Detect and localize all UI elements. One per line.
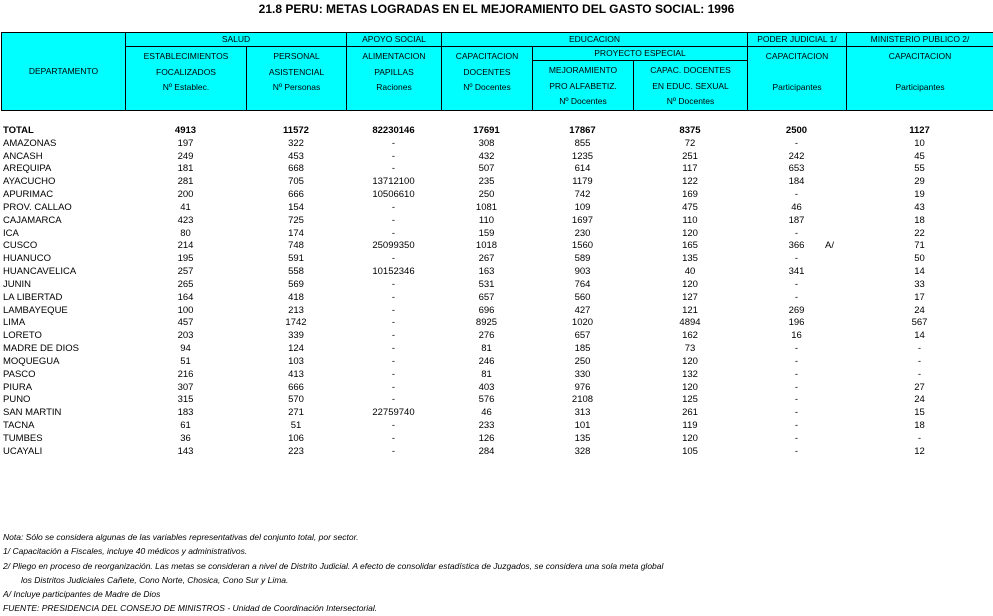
value-cell: 109 [574,201,591,213]
value-cell: - [391,227,396,239]
value-cell: 281 [177,176,194,188]
value-cell: 1235 [571,150,594,162]
departamento-cell: PUNO [3,394,31,406]
table-row [1,202,993,215]
table-row [1,317,993,330]
value-cell: 183 [177,407,194,419]
table-row [1,253,993,266]
value-cell: 567 [911,317,928,329]
value-cell: 100 [177,304,194,316]
departamento-cell: TOTAL [3,125,34,136]
value-cell: 339 [288,330,304,342]
departamento-cell: CAJAMARCA [3,214,62,226]
value-cell: 725 [288,214,304,226]
note-line: 1/ Capacitación a Fiscales, incluye 40 médicos y administrativos. [3,546,248,557]
value-cell: 120 [682,432,698,444]
value-cell: 242 [788,150,805,162]
value-cell: - [391,343,396,355]
note-line: los Distritos Judiciales Cañete, Cono Norte, Chosica, Cono Sur y Lima. [21,574,289,585]
header-col-3: ALIMENTACION PAPILLAS Raciones [347,47,442,111]
value-cell: 124 [288,343,304,355]
value-cell: 413 [288,368,304,380]
value-cell: 432 [478,150,495,162]
departamento-cell: TACNA [3,420,35,432]
value-cell: 195 [177,253,194,265]
value-cell: 614 [574,163,591,175]
value-cell: 24 [914,394,925,406]
value-cell: 45 [914,150,925,162]
departamento-cell: ANCASH [3,150,43,162]
value-cell: 271 [288,407,304,419]
value-cell: 261 [682,407,698,419]
departamento-cell: AYACUCHO [3,176,56,188]
value-cell: 184 [788,176,805,188]
header-ministerio-publico: MINISTERIO PUBLICO 2/ [847,33,993,47]
value-cell: - [917,432,922,444]
table-row [1,151,993,164]
value-cell: 1018 [475,240,498,252]
value-cell: 13712100 [372,176,415,188]
value-cell: - [391,278,396,290]
table-row [1,305,993,318]
value-cell: 119 [682,420,698,432]
departamento-cell: LAMBAYEQUE [3,304,68,316]
value-cell: 29 [914,176,925,188]
value-cell: 18 [914,214,925,226]
value-cell: 250 [574,355,591,367]
value-cell: 110 [682,214,698,226]
value-cell: - [794,432,799,444]
value-cell: - [391,394,396,406]
value-cell: - [391,420,396,432]
departamento-cell: LA LIBERTAD [3,291,63,303]
departamento-cell: PIURA [3,381,33,393]
page-title: 21.8 PERU: METAS LOGRADAS EN EL MEJORAMIENTO DEL GASTO SOCIAL: 1996 [258,2,735,16]
value-cell: 666 [288,189,304,201]
value-cell: - [391,163,396,175]
header-col-1: ESTABLECIMIENTOS FOCALIZADOS Nº Establec. [126,47,247,111]
value-cell: 51 [290,420,302,432]
value-cell: 265 [177,278,194,290]
value-cell: 418 [288,291,304,303]
value-cell: 1127 [909,125,930,136]
value-cell: - [794,278,799,290]
value-cell: - [794,355,799,367]
value-cell: - [391,368,396,380]
value-cell: 81 [481,368,492,380]
value-cell: 1179 [572,176,593,188]
header-departamento: DEPARTAMENTO [2,33,126,111]
value-cell: 61 [180,420,191,432]
value-cell: - [391,214,396,226]
value-cell: 40 [684,266,696,278]
value-cell: 403 [478,381,495,393]
value-cell: 257 [177,266,194,278]
departamento-cell: UCAYALI [3,445,43,457]
value-cell: 122 [682,176,698,188]
value-cell: 748 [288,240,304,252]
value-cell: 73 [684,343,696,355]
value-cell: 558 [288,266,304,278]
value-cell: 284 [478,445,495,457]
value-cell: 120 [682,227,698,239]
value-cell: 4894 [679,317,701,329]
value-cell: 764 [574,278,591,290]
table-header [1,32,993,111]
table-row [1,356,993,369]
value-cell: 12 [914,445,925,457]
value-cell: - [917,343,922,355]
value-cell: 196 [788,317,805,329]
value-cell: 110 [478,214,495,226]
note-line: Nota: Sólo se considera algunas de las variables representativas del conjunto total, por sector. [3,532,359,542]
value-cell: 308 [478,137,495,149]
value-cell: 127 [682,291,698,303]
value-cell: - [794,189,799,201]
value-cell: - [794,227,799,239]
table-row [1,292,993,305]
value-cell: 10506610 [372,189,415,201]
header-col-8: CAPACITACION Participantes [847,47,993,111]
value-cell: 453 [288,150,304,162]
table-row [1,433,993,446]
value-cell: 72 [684,137,696,149]
value-cell: - [391,330,396,342]
header-col-4: CAPACITACION DOCENTES Nº Docentes [442,47,533,111]
table-row [1,215,993,228]
value-cell: 423 [177,214,194,226]
value-cell: 855 [574,137,591,149]
value-cell: 322 [288,137,304,149]
value-cell: 117 [682,163,698,175]
value-cell: 653 [788,163,805,175]
value-cell: 46 [481,407,492,419]
value-cell: - [391,355,396,367]
table-row [1,330,993,343]
value-cell: 71 [914,240,925,252]
value-cell: 135 [574,432,591,444]
departamento-cell: MADRE DE DIOS [3,343,80,355]
value-cell: 976 [574,381,591,393]
note-line: A/ Incluye participantes de Madre de Dios [3,589,161,600]
value-cell: 33 [914,278,925,290]
value-cell: 8925 [475,317,498,329]
value-cell: 313 [574,407,591,419]
value-cell: 200 [177,189,194,201]
value-cell: - [794,381,799,393]
departamento-cell: CUSCO [3,240,38,252]
table-row [1,163,993,176]
departamento-cell: AREQUIPA [3,163,52,175]
value-cell: 120 [682,355,698,367]
value-cell: 657 [574,330,591,342]
value-cell: 22759740 [372,407,415,419]
value-cell: 197 [177,137,194,149]
value-cell: 25099350 [372,240,415,252]
table-row [1,189,993,202]
value-cell: 696 [478,304,495,316]
value-cell: 36 [180,432,191,444]
value-cell: 8375 [679,125,701,136]
value-cell: 17 [914,291,925,303]
value-cell: 126 [478,432,495,444]
value-cell: 328 [574,445,591,457]
value-cell: 15 [914,407,925,419]
value-cell: 267 [478,253,495,265]
value-cell: 1742 [285,317,307,329]
value-cell: 82230146 [372,125,415,136]
value-cell: 187 [788,214,805,226]
value-cell: 132 [682,368,698,380]
value-cell: 570 [288,394,304,406]
value-cell: 250 [478,189,495,201]
table-row [1,279,993,292]
value-cell: 233 [478,420,495,432]
value-cell: 101 [574,420,591,432]
value-cell: 120 [682,278,698,290]
value-cell: - [794,291,799,303]
value-cell: - [391,253,396,265]
value-cell: - [391,291,396,303]
header-col-2: PERSONAL ASISTENCIAL Nº Personas [247,47,347,111]
value-cell: 230 [574,227,591,239]
value-cell: - [391,304,396,316]
value-cell: 120 [682,381,698,393]
value-cell: - [391,150,396,162]
departamento-cell: LIMA [3,317,26,329]
header-apoyo-social: APOYO SOCIAL [347,33,442,47]
total-row [1,125,993,138]
value-cell: 55 [914,163,925,175]
value-cell: 125 [682,394,698,406]
value-cell: 251 [682,150,698,162]
value-cell: 162 [682,330,698,342]
table-row [1,138,993,151]
value-cell: 16 [791,330,802,342]
value-cell: 742 [574,189,591,201]
value-cell: - [391,381,396,393]
value-cell: 19 [914,189,925,201]
value-cell: 560 [574,291,591,303]
note-line: FUENTE: PRESIDENCIA DEL CONSEJO DE MINISTROS - Unidad de Coordinación Intersectorial. [3,603,378,614]
table-row [1,176,993,189]
value-cell: 164 [177,291,194,303]
value-cell: - [391,432,396,444]
value-cell: 249 [177,150,194,162]
departamento-cell: SAN MARTIN [3,407,62,419]
value-cell: 213 [288,304,304,316]
departamento-cell: PASCO [3,368,36,380]
table-row [1,240,993,253]
value-cell: 46 [791,201,802,213]
value-cell: 17867 [569,125,596,136]
header-col-7: CAPACITACION Participantes [748,47,847,111]
value-cell: 269 [788,304,805,316]
departamento-cell: JUNIN [3,278,31,290]
value-cell: 2500 [785,125,808,136]
header-col-5: MEJORAMIENTO PRO ALFABETIZ. Nº Docentes [533,61,634,111]
value-cell: 341 [788,266,805,278]
value-cell: 14 [914,266,925,278]
value-cell: 51 [180,355,191,367]
departamento-cell: APURIMAC [3,189,54,201]
value-cell: 174 [288,227,304,239]
value-cell: 531 [478,278,495,290]
footnote-marker: A/ [825,240,834,252]
value-cell: 24 [914,304,925,316]
value-cell: 143 [177,445,194,457]
value-cell: - [917,368,922,380]
value-cell: 94 [180,343,191,355]
value-cell: 666 [288,381,304,393]
value-cell: 1560 [571,240,594,252]
value-cell: 169 [682,189,698,201]
value-cell: - [391,137,396,149]
value-cell: 22 [914,227,925,239]
value-cell: 2108 [571,394,594,406]
header-col-6: CAPAC. DOCENTES EN EDUC. SEXUAL Nº Docentes [634,61,748,111]
value-cell: 705 [288,176,304,188]
value-cell: 276 [478,330,495,342]
table-row [1,343,993,356]
value-cell: 105 [682,445,698,457]
value-cell: 203 [177,330,194,342]
value-cell: 427 [574,304,591,316]
value-cell: - [794,420,799,432]
value-cell: 154 [288,201,304,213]
value-cell: 216 [177,368,194,380]
value-cell: 159 [478,227,495,239]
value-cell: 27 [914,381,925,393]
value-cell: - [391,317,396,329]
departamento-cell: MOQUEGUA [3,355,60,367]
value-cell: 457 [177,317,194,329]
value-cell: 106 [288,432,304,444]
header-poder-judicial: PODER JUDICIAL 1/ [748,33,847,47]
value-cell: 591 [288,253,304,265]
table-row [1,446,993,459]
value-cell: 330 [574,368,591,380]
departamento-cell: AMAZONAS [3,137,57,149]
value-cell: 366 A/ [788,240,834,252]
value-cell: 41 [180,201,191,213]
value-cell: 103 [288,355,304,367]
value-cell: - [794,137,799,149]
value-cell: 14 [914,330,925,342]
value-cell: 10152346 [372,266,415,278]
value-cell: 10 [914,137,925,149]
value-cell: 4913 [174,125,197,136]
value-cell: - [794,445,799,457]
header-educacion: EDUCACION [442,33,748,47]
value-cell: 475 [682,201,698,213]
value-cell: 223 [288,445,304,457]
value-cell: 135 [682,253,698,265]
value-cell: 576 [478,394,495,406]
value-cell: 1081 [475,201,498,213]
value-cell: - [794,368,799,380]
value-cell: - [391,201,396,213]
value-cell: 43 [914,201,925,213]
table-row [1,228,993,241]
departamento-cell: PROV. CALLAO [3,201,72,213]
value-cell: - [794,253,799,265]
value-cell: 181 [177,163,194,175]
value-cell: 668 [288,163,304,175]
value-cell: - [794,407,799,419]
table-row [1,407,993,420]
value-cell: - [794,343,799,355]
value-cell: 18 [914,420,925,432]
header-proyecto-especial: PROYECTO ESPECIAL [533,47,748,61]
value-cell: 315 [177,394,194,406]
value-cell: 569 [288,278,304,290]
departamento-cell: HUANCAVELICA [3,266,77,278]
value-cell: 214 [177,240,194,252]
value-cell: 1020 [571,317,594,329]
table-row [1,382,993,395]
value-cell: 1697 [571,214,594,226]
value-cell: 11572 [283,125,309,136]
departamento-cell: ICA [3,227,19,239]
table-row [1,369,993,382]
table-row [1,394,993,407]
value-cell: 307 [177,381,194,393]
value-cell: - [917,355,922,367]
table-row [1,266,993,279]
footnotes [3,530,663,616]
value-cell: 50 [914,253,925,265]
value-cell: 17691 [473,125,500,136]
table-row [1,420,993,433]
header-salud: SALUD [126,33,347,47]
departamento-cell: TUMBES [3,432,43,444]
departamento-cell: LORETO [3,330,42,342]
value-cell: 235 [478,176,495,188]
value-cell: 589 [574,253,591,265]
value-cell: 163 [478,266,495,278]
value-cell: 80 [180,227,191,239]
value-cell: - [391,445,396,457]
value-cell: 185 [574,343,591,355]
value-cell: 246 [478,355,495,367]
note-line: 2/ Pliego en proceso de reorganización. Las metas se consideran a nivel de Distrito Judicial. A efecto de consolidar estadística de Juzgados, se considera una sola meta global [3,560,664,571]
value-cell: 81 [481,343,492,355]
value-cell: - [794,394,799,406]
data-table [1,125,993,459]
value-cell: 121 [682,304,698,316]
value-cell: 903 [574,266,591,278]
value-cell: 657 [478,291,495,303]
departamento-cell: HUANUCO [3,253,52,265]
value-cell: 165 [682,240,698,252]
value-cell: 507 [478,163,495,175]
